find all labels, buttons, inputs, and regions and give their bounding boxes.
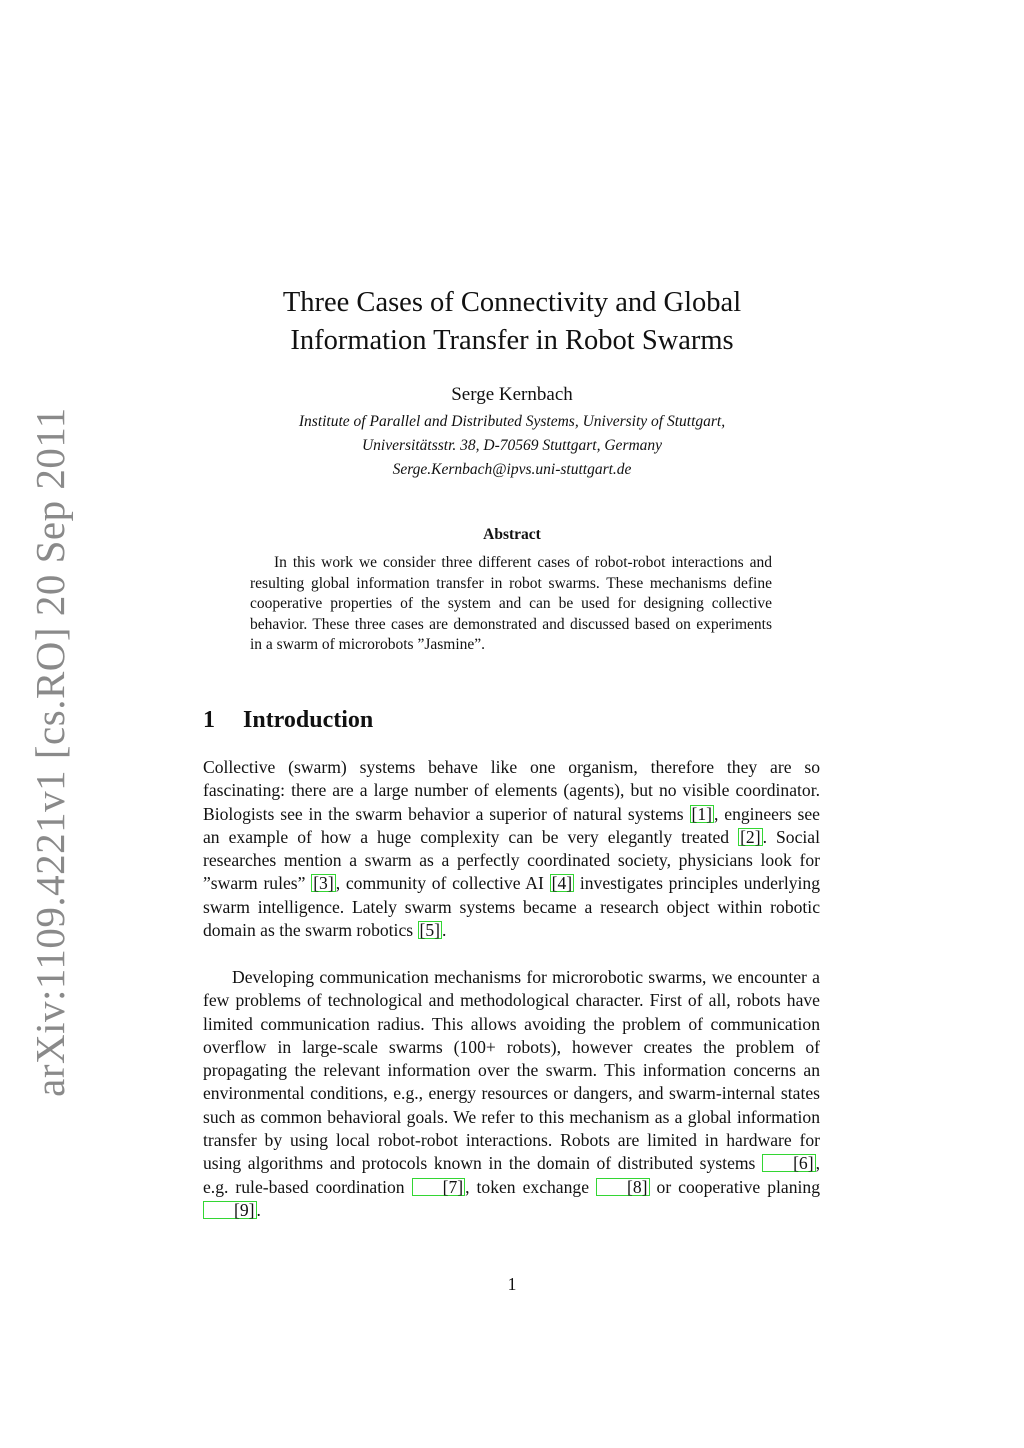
author-email: Serge.Kernbach@ipvs.uni-stuttgart.de bbox=[392, 461, 632, 478]
paragraph-text: , token exchange bbox=[465, 1176, 597, 1197]
abstract-heading: Abstract bbox=[483, 526, 541, 543]
citation-link[interactable]: [7] bbox=[412, 1178, 466, 1196]
title-line-2: Information Transfer in Robot Swarms bbox=[290, 325, 734, 356]
citation-link[interactable]: [6] bbox=[762, 1154, 816, 1172]
author-name: Serge Kernbach bbox=[451, 384, 573, 405]
citation-link[interactable]: [9] bbox=[203, 1201, 257, 1219]
paragraph-text: , engineers see an example of how a huge complexity can be very elegantly treated bbox=[203, 803, 820, 847]
paragraph-text: . Social researches mention a swarm as a perfectly coordinated society, physicians look for ”swarm rules” bbox=[203, 826, 820, 894]
abstract-text: In this work we consider three different cases of robot-robot interactions and resulting global information transfer in robot swarms. These mechanisms define cooperative properties of the system and can be used for designing collective behavior. These three cases are demonstrated and discussed based on experiments in a swarm of microrobots ”Jasmine”. bbox=[250, 554, 772, 654]
citation-link[interactable]: [8] bbox=[596, 1178, 650, 1196]
citation-link[interactable]: [1] bbox=[691, 803, 713, 824]
section-number: 1 bbox=[203, 707, 215, 733]
paper-title bbox=[0, 284, 1024, 360]
citation-link[interactable]: [2] bbox=[740, 826, 761, 847]
intro-paragraph-2 bbox=[203, 966, 820, 1222]
paragraph-text: investigates principles underlying swarm intelligence. Lately swarm systems became a research object within robotic domain as the swarm robotics bbox=[203, 873, 820, 941]
paragraph-text: Developing communication mechanisms for microrobotic swarms, we encounter a few problems of technological and methodological character. First of all, robots have limited communication radius. This allows avoiding the problem of communication overflow in large-scale swarms (100+ robots), however creates the problem of propagating the relevant information over the swarm. This information concerns an environmental conditions, e.g., energy resources or dangers, and swarm-internal states such as common behavioral goals. We refer to this mechanism as a global information transfer by using local robot-robot interactions. Robots are limited in hardware for using algorithms and protocols known in the domain of distributed systems bbox=[203, 967, 820, 1174]
intro-paragraph-1 bbox=[203, 756, 820, 942]
citation-link[interactable]: [5] bbox=[419, 920, 441, 941]
paragraph-text: , community of collective AI bbox=[335, 873, 550, 894]
author-affiliation bbox=[0, 410, 1024, 482]
arxiv-identifier: arXiv:1109.4221v1 [cs.RO] 20 Sep 2011 bbox=[27, 407, 73, 1097]
section-heading bbox=[203, 707, 373, 734]
paragraph-text: Collective (swarm) systems behave like one organism, therefore they are so fascinating: there are a large number of elements (agents), but no visible coordinator. Biologists see in the swarm behavior a superior of natural systems bbox=[203, 757, 820, 824]
paragraph-text: . bbox=[442, 920, 447, 941]
paragraph-text: . bbox=[256, 1199, 261, 1220]
citation-link[interactable]: [4] bbox=[551, 873, 573, 894]
affiliation-line-1: Institute of Parallel and Distributed Systems, University of Stuttgart, bbox=[298, 413, 726, 430]
section-title: Introduction bbox=[243, 707, 374, 733]
title-line-1: Three Cases of Connectivity and Global bbox=[282, 287, 742, 318]
paragraph-text: , e.g. rule-based coordination bbox=[203, 1153, 820, 1197]
affiliation-line-2: Universitätsstr. 38, D-70569 Stuttgart, Germany bbox=[361, 437, 663, 454]
paragraph-text: or cooperative planing bbox=[649, 1176, 821, 1197]
page-number: 1 bbox=[507, 1274, 517, 1294]
citation-link[interactable]: [3] bbox=[313, 873, 334, 894]
